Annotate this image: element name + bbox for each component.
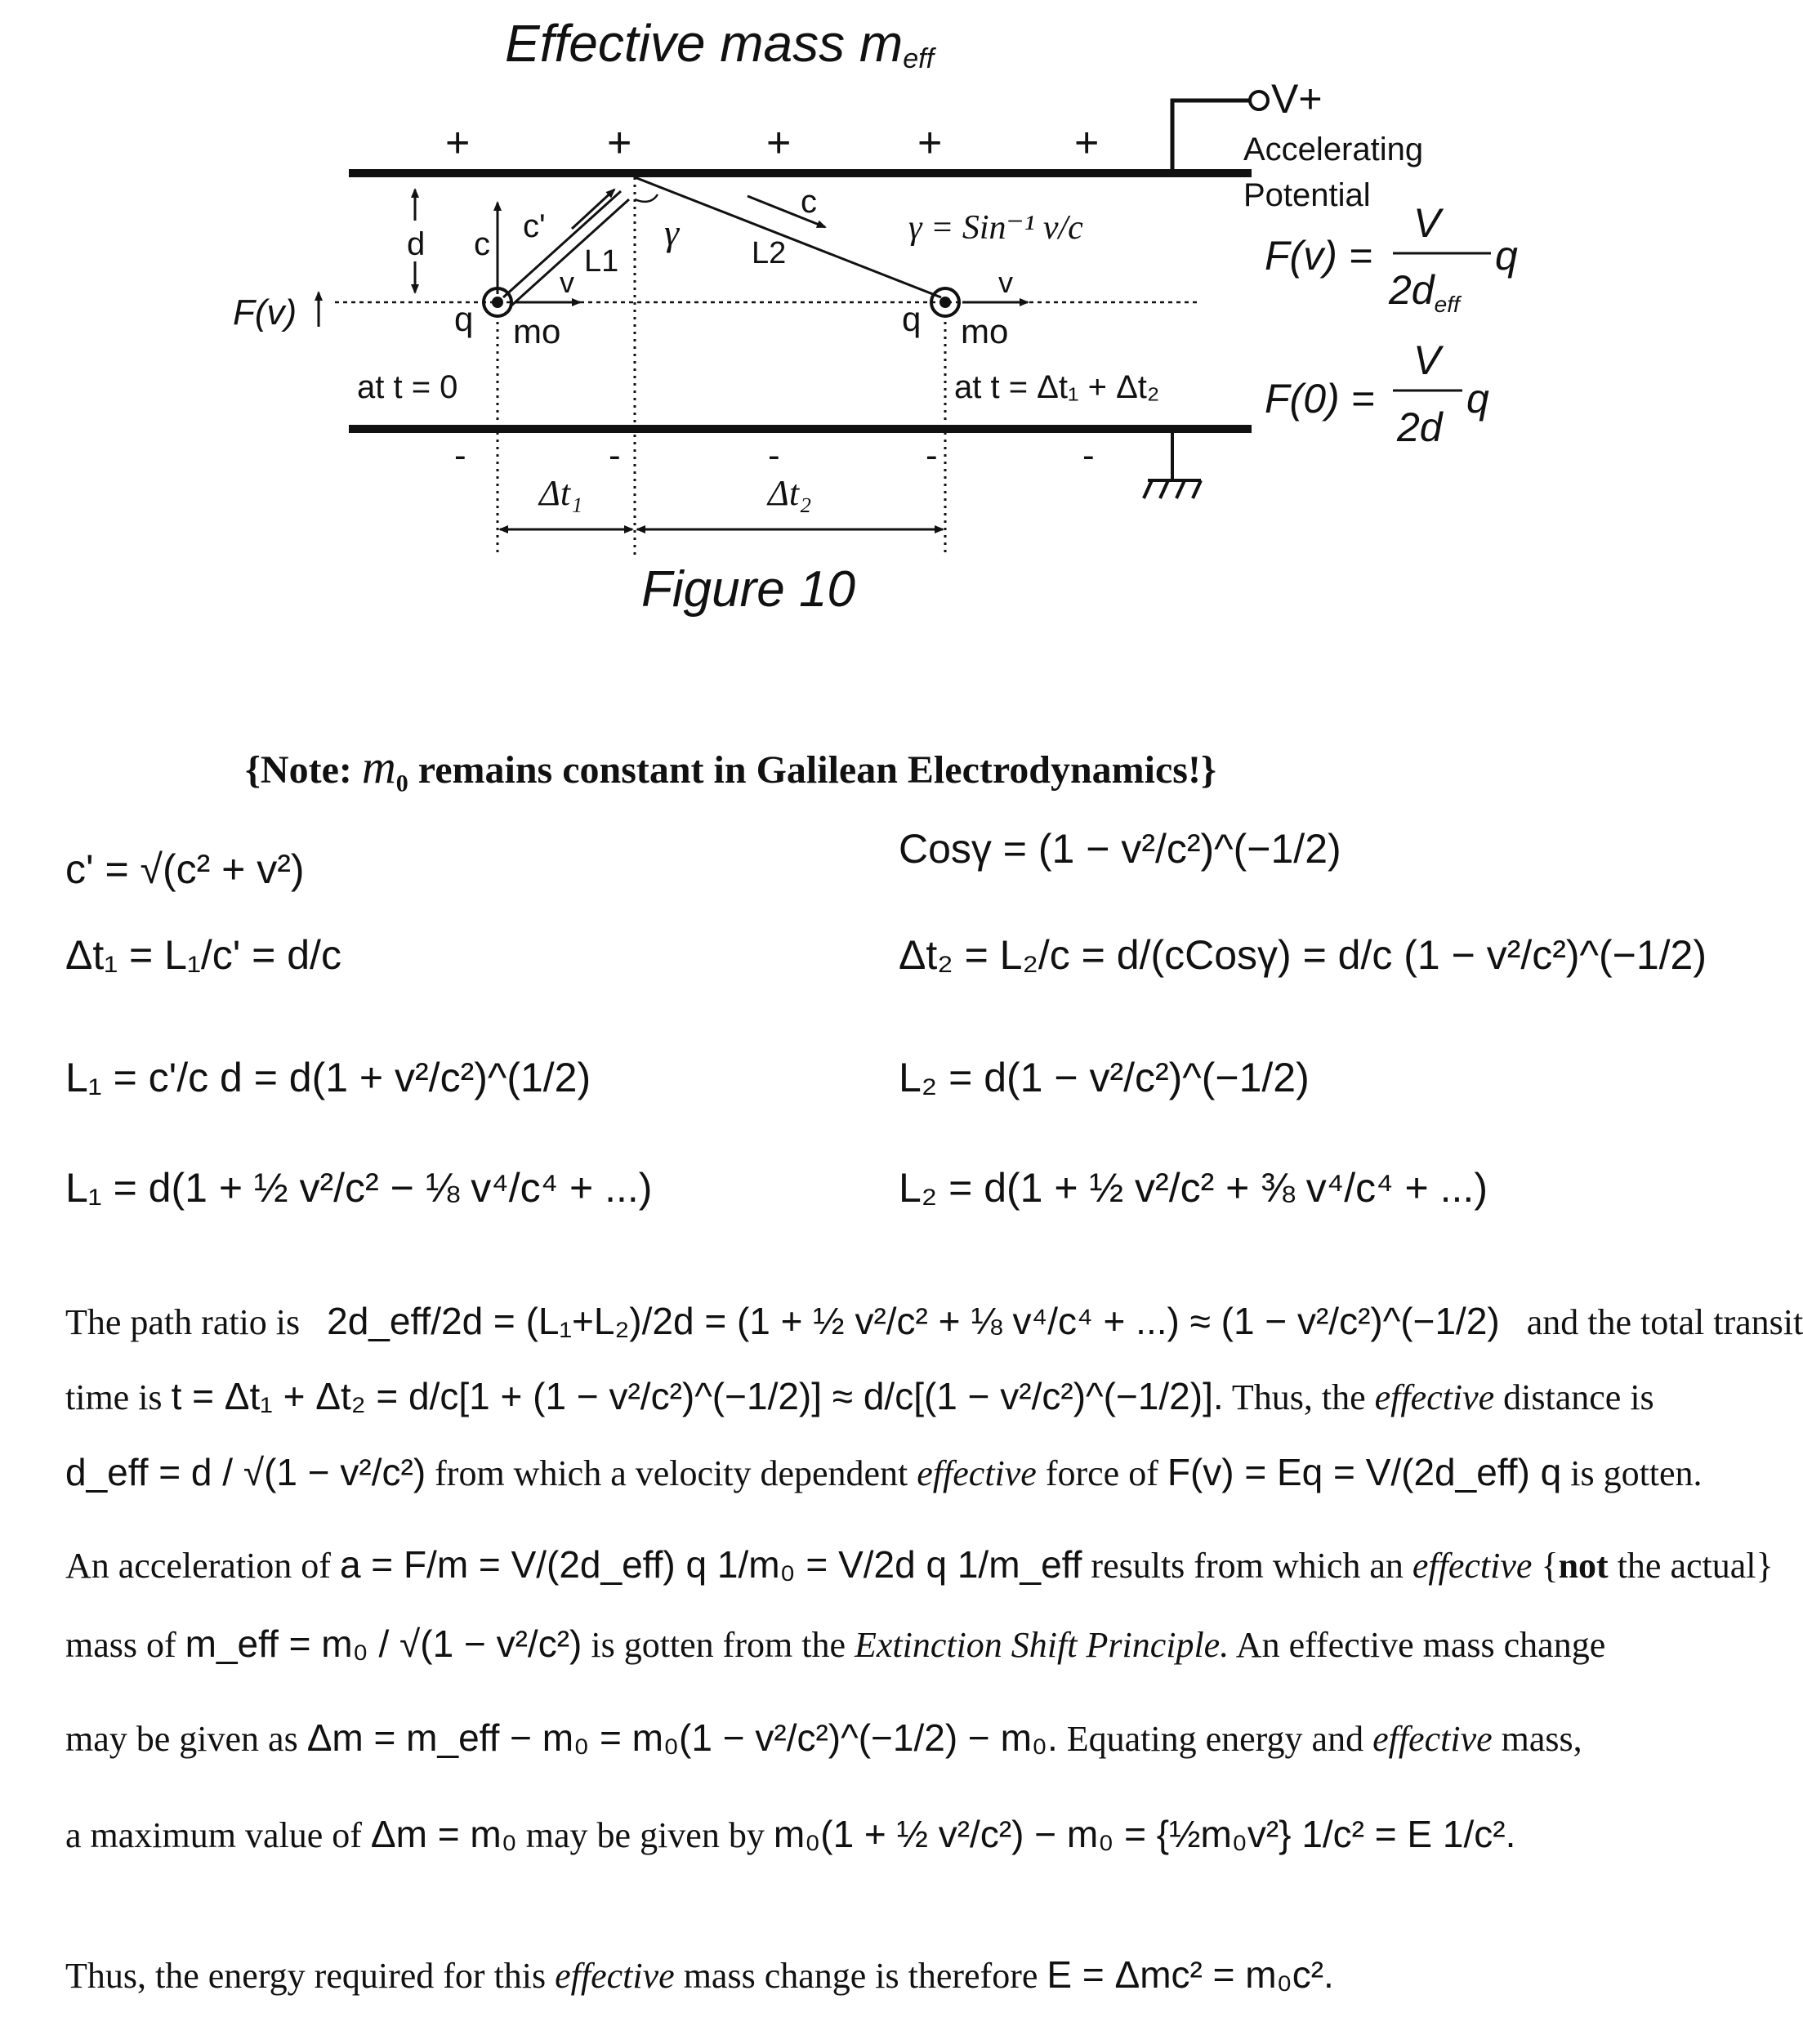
minus-sign: - xyxy=(926,435,938,475)
eq-L1-exact: L₁ = c'/c d = d(1 + v²/c²)^(1/2) xyxy=(65,1055,591,1100)
voltage-terminal-wire xyxy=(1172,100,1250,169)
force-label: F(v) xyxy=(233,292,297,332)
figure-caption: Figure 10 xyxy=(641,561,855,618)
ground-icon xyxy=(1144,433,1201,498)
label-c2: c xyxy=(801,184,817,220)
note-line: {Note: $m_0$ remains constant in Galilean Electrodynamics!} xyxy=(245,740,1216,797)
label-q: q xyxy=(454,300,474,338)
formula-fv-lhs: F(v) = xyxy=(1265,233,1372,279)
eq-L2-exact: L₂ = d(1 − v²/c²)^(−1/2) xyxy=(899,1055,1310,1100)
figure-title: Effective mass meff xyxy=(505,14,935,74)
voltage-label: V+ xyxy=(1271,76,1323,122)
formula-f0-lhs: F(0) = xyxy=(1265,376,1375,422)
para-line-3: d_eff = d / √(1 − v²/c²) from which a velocity dependent effective force of F(v) = Eq = V/(2d_eff) q is gotten. xyxy=(65,1451,1703,1493)
bottom-plate xyxy=(349,425,1252,433)
para-line-4: An acceleration of a = F/m = V/(2d_eff) q 1/m₀ = V/2d q 1/m_eff results from which an effective {not the actual} xyxy=(65,1543,1774,1586)
minus-sign: - xyxy=(1082,435,1095,475)
formula-f0-q: q xyxy=(1466,376,1489,422)
minus-sign: - xyxy=(768,435,780,475)
label-L2: L2 xyxy=(752,236,787,270)
label-L1: L1 xyxy=(584,244,619,279)
plus-sign: + xyxy=(917,119,943,167)
eq-L1-series: L₁ = d(1 + ½ v²/c² − ⅛ v⁴/c⁴ + ...) xyxy=(65,1165,653,1211)
para-line-7: a maximum value of Δm = m₀ may be given by m₀(1 + ½ v²/c²) − m₀ = {½m₀v²} 1/c² = E 1/c². xyxy=(65,1813,1516,1855)
label-m0-2: mo xyxy=(961,312,1009,350)
formula-f0-num: V xyxy=(1413,337,1441,383)
plus-sign: + xyxy=(607,119,632,167)
label-cprime: c' xyxy=(523,208,546,244)
para-line-8: Thus, the energy required for this effective mass change is therefore E = Δmc² = m₀c². xyxy=(65,1953,1334,1996)
time-start-label: at t = 0 xyxy=(357,369,458,405)
charge-particle-end xyxy=(931,288,959,316)
para-line-2: time is t = Δt₁ + Δt₂ = d/c[1 + (1 − v²/c²)^(−1/2)] ≈ d/c[(1 − v²/c²)^(−1/2)]. Thus, the effective distance is xyxy=(65,1375,1654,1417)
formula-fv-q: q xyxy=(1495,233,1518,279)
label-gamma: γ xyxy=(664,212,680,253)
formula-f0-den: 2d xyxy=(1397,404,1443,450)
eq-cprime: c' = √(c² + v²) xyxy=(65,846,305,892)
label-v2: v xyxy=(998,266,1013,299)
top-plate xyxy=(349,169,1252,177)
label-v: v xyxy=(560,266,574,299)
label-c: c xyxy=(474,226,490,262)
label-d: d xyxy=(407,226,426,262)
plus-sign: + xyxy=(1074,119,1100,167)
label-q2: q xyxy=(902,300,922,338)
accel-label-line1: Accelerating xyxy=(1243,132,1424,167)
time-end-label: at t = Δt₁ + Δt₂ xyxy=(954,369,1160,405)
gamma-equation: γ = Sin⁻¹ v/c xyxy=(908,209,1083,247)
eq-dt1: Δt₁ = L₁/c' = d/c xyxy=(65,932,341,978)
accel-label-line2: Potential xyxy=(1243,177,1371,213)
eq-cos-gamma: Cosγ = (1 − v²/c²)^(−1/2) xyxy=(899,826,1341,872)
minus-sign: - xyxy=(454,435,466,475)
formula-fv-num: V xyxy=(1413,200,1441,246)
effective-mass-figure xyxy=(0,0,1595,654)
dt2-label: Δt₂ xyxy=(768,473,812,513)
plus-sign: + xyxy=(445,119,471,167)
minus-sign: - xyxy=(609,435,621,475)
eq-L2-series: L₂ = d(1 + ½ v²/c² + ⅜ v⁴/c⁴ + ...) xyxy=(899,1165,1488,1211)
dt1-label: Δt₁ xyxy=(539,473,583,513)
label-m0: mo xyxy=(513,312,561,350)
voltage-terminal xyxy=(1250,91,1268,109)
para-line-5: mass of m_eff = m₀ / √(1 − v²/c²) is gotten from the Extinction Shift Principle. An effective mass change xyxy=(65,1622,1606,1665)
para-line-6: may be given as Δm = m_eff − m₀ = m₀(1 − v²/c²)^(−1/2) − m₀. Equating energy and effective mass, xyxy=(65,1716,1582,1759)
formula-fv-den: $2d_{eff}$ xyxy=(1389,267,1460,317)
para-line-1: The path ratio is 2d_eff/2d = (L₁+L₂)/2d = (1 + ½ v²/c² + ⅛ v⁴/c⁴ + ...) ≈ (1 − v²/c²)^(−1/2) and the total transit xyxy=(65,1300,1803,1342)
plus-sign: + xyxy=(766,119,792,167)
eq-dt2: Δt₂ = L₂/c = d/(cCosγ) = d/c (1 − v²/c²)^(−1/2) xyxy=(899,932,1707,978)
